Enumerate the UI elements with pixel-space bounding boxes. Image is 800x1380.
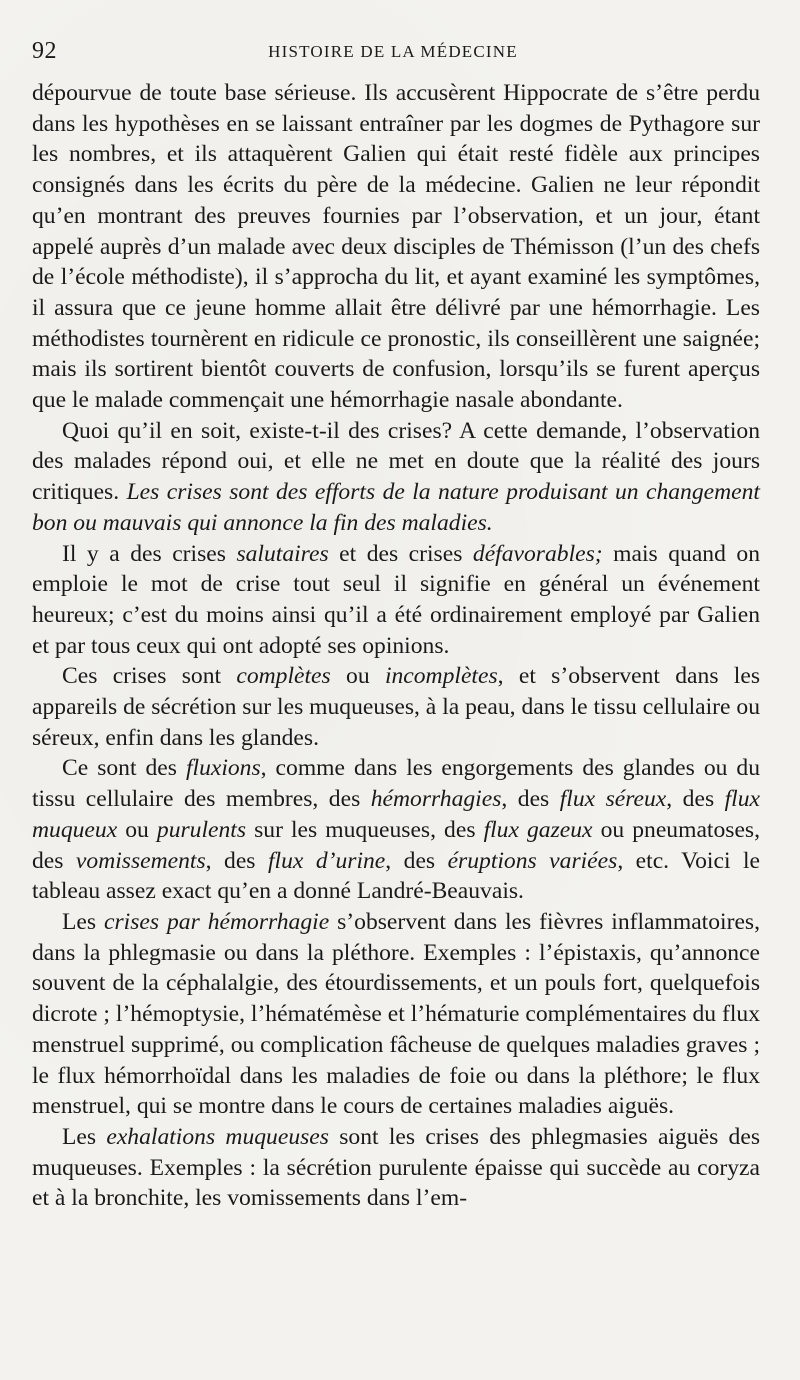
italic-run: fluxions (185, 755, 261, 782)
italic-run: complètes (236, 663, 331, 690)
running-title: HISTOIRE DE LA MÉDECINE (268, 42, 518, 61)
text-run: ou (117, 816, 157, 843)
italic-run: exhalations muqueuses (106, 1123, 329, 1150)
text-run: , des (205, 847, 268, 874)
paragraph (32, 78, 760, 416)
text-run: Ce sont des (62, 755, 186, 782)
text-run: , des (501, 786, 560, 813)
text-run: mais quand on emploie le mot de crise tout seul il signifie en général un événement heureux; c’est du moins ainsi qu’il a été ordinairement employé par Galien et par tous ceux qui ont adopté ses opinions. (32, 540, 761, 659)
italic-run: hémorrhagies (370, 786, 502, 813)
italic-run: salutaires (236, 540, 329, 567)
italic-run: purulents (156, 816, 247, 843)
italic-run: crises par hémorrhagie (104, 908, 330, 935)
paragraph (32, 1122, 760, 1214)
body-text (32, 78, 760, 1214)
italic-run: Les crises sont des efforts de la nature produisant un changement bon ou mauvais qui annonce la fin des maladies. (32, 479, 760, 536)
text-run: sont les crises des phlegmasies aiguës des muqueuses. Exemples : la sécrétion purulente épaisse qui succède au coryza et à la bronchite, les vomissements dans l’em- (32, 1123, 760, 1212)
text-run: , comme dans les engorgements des glandes ou du tissu cellulaire des membres, des (32, 755, 760, 813)
italic-run: éruptions variées (447, 847, 618, 874)
italic-run: incomplètes (384, 663, 498, 690)
text-run: ou pneumatoses, des (32, 816, 761, 874)
text-run: , des (666, 786, 725, 813)
italic-run: flux d’urine (267, 847, 386, 874)
paragraph (32, 416, 760, 539)
text-run: ou (330, 663, 385, 690)
text-run: sur les muqueuses, des (246, 816, 484, 843)
italic-run: vomissements (75, 847, 206, 874)
running-head (32, 38, 744, 68)
paragraph (32, 907, 760, 1122)
text-run: dépourvue de toute base sérieuse. Ils accusèrent Hippocrate de s’être perdu dans les hypothèses en se laissant entraîner par les dogmes de Pythagore sur les nombres, et ils attaquèrent Galien qui était resté fidèle aux principes consignés dans les écrits du père de la médecine. Galien ne leur répondit qu’en montrant des preuves fournies par l’observation, et un jour, étant appelé auprès d’un malade avec deux disciples de Thémisson (l’un des chefs de l’école méthodiste), il s’approcha du lit, et ayant examiné les symptômes, il assura que ce jeune homme allait être délivré par une hémorrhagie. Les méthodistes tournèrent en ridicule ce pronostic, ils conseillèrent une saignée; mais ils sortirent bientôt couverts de confusion, lorsqu’ils se furent aperçus que le malade commençait une hémorrhagie nasale abondante. (32, 80, 760, 414)
paragraph (32, 661, 760, 753)
text-run: et des crises (328, 540, 473, 567)
text-run: Ces crises sont (62, 663, 237, 690)
text-run: , et s’observent dans les appareils de sécrétion sur les muqueuses, à la peau, dans le tissu cellulaire ou séreux, enfin dans les glandes. (32, 663, 761, 751)
italic-run: défavorables; (472, 540, 603, 567)
paragraph (32, 539, 760, 662)
text-run: , etc. Voici le tableau assez exact qu’en a donné Landré-Beauvais. (32, 847, 760, 905)
text-run: s’observent dans les fièvres inflammatoires, dans la phlegmasie ou dans la pléthore. Exemples : l’épistaxis, qu’annonce souvent de la céphalalgie, des étourdissements, et un pouls fort, quelquefois dicrote ; l’hémoptysie, l’hématémèse et l’hématurie complémentaires du flux menstruel supprimé, ou complication fâcheuse de quelques maladies graves ; le flux hémorrhoïdal dans les maladies de foie ou dans la pléthore; le flux menstruel, qui se montre dans le cours de certaines maladies aiguës. (32, 908, 760, 1120)
page-number: 92 (32, 38, 57, 64)
italic-run: flux gazeux (483, 816, 593, 843)
italic-run: flux séreux (559, 786, 667, 813)
paragraph (32, 753, 760, 907)
text-run: Il y a des crises (62, 540, 237, 567)
text-run: Les (62, 908, 105, 935)
text-run: , des (385, 847, 448, 874)
text-run: Les (62, 1123, 107, 1150)
text-run: Quoi qu’il en soit, existe-t-il des crises? A cette demande, l’observation des malades répond oui, et elle ne met en doute que la réalité des jours critiques. (32, 417, 760, 506)
italic-run: flux muqueux (32, 786, 761, 843)
